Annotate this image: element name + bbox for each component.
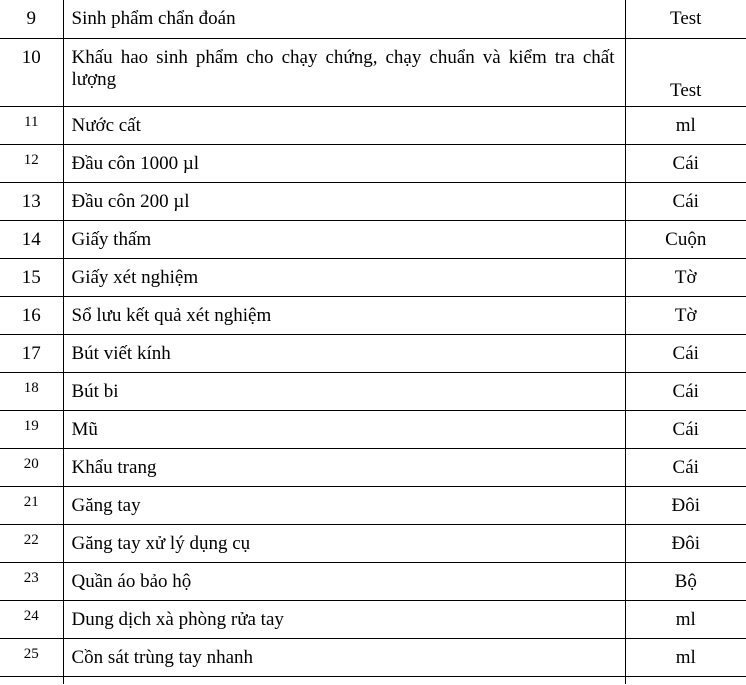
row-item: Bút bi: [63, 372, 625, 410]
row-item: Giấy xét nghiệm: [63, 258, 625, 296]
table-row: [0, 524, 746, 562]
table-row: [0, 38, 746, 106]
row-unit: Cái: [625, 372, 746, 410]
table-row: [0, 562, 746, 600]
row-item: Đầu côn 200 µl: [63, 182, 625, 220]
row-item: Dung dịch xà phòng rửa tay: [63, 600, 625, 638]
row-item: Cồn sát trùng tay nhanh: [63, 638, 625, 676]
row-number: 10: [0, 38, 63, 106]
row-unit: Cái: [625, 448, 746, 486]
row-item: Bút viết kính: [63, 334, 625, 372]
row-number: 15: [0, 258, 63, 296]
row-item: Giấy thấm: [63, 220, 625, 258]
row-unit: ml: [625, 600, 746, 638]
table-row: [0, 334, 746, 372]
row-unit: Test: [625, 0, 746, 38]
row-number: 12: [0, 144, 63, 182]
row-unit: Đôi: [625, 486, 746, 524]
row-number: 22: [0, 524, 63, 562]
row-unit: ml: [625, 106, 746, 144]
table-row: [0, 638, 746, 676]
table-row: [0, 182, 746, 220]
table-row: [0, 410, 746, 448]
table-row: [0, 448, 746, 486]
row-item-partial: [63, 676, 625, 684]
row-number: 17: [0, 334, 63, 372]
row-unit: Tờ: [625, 258, 746, 296]
row-number: 11: [0, 106, 63, 144]
row-unit: Cái: [625, 144, 746, 182]
row-number: 19: [0, 410, 63, 448]
row-item: Sổ lưu kết quả xét nghiệm: [63, 296, 625, 334]
row-unit: Test: [625, 38, 746, 106]
table-row: [0, 106, 746, 144]
row-item: Đầu côn 1000 µl: [63, 144, 625, 182]
row-number: 24: [0, 600, 63, 638]
row-number: 20: [0, 448, 63, 486]
table-row: [0, 296, 746, 334]
row-item: Găng tay xử lý dụng cụ: [63, 524, 625, 562]
row-number-partial: [0, 676, 63, 684]
table-row: [0, 486, 746, 524]
row-item: Mũ: [63, 410, 625, 448]
row-unit: Cái: [625, 182, 746, 220]
row-number: 16: [0, 296, 63, 334]
row-unit: Đôi: [625, 524, 746, 562]
row-unit: Bộ: [625, 562, 746, 600]
table-row: [0, 220, 746, 258]
row-unit: ml: [625, 638, 746, 676]
row-item: Khấu hao sinh phẩm cho chạy chứng, chạy chuẩn và kiểm tra chất lượng: [63, 38, 625, 106]
row-unit: Cái: [625, 334, 746, 372]
table-row: [0, 258, 746, 296]
table-row-partial: [0, 676, 746, 684]
row-item: Sinh phẩm chẩn đoán: [63, 0, 625, 38]
row-item: Găng tay: [63, 486, 625, 524]
row-number: 18: [0, 372, 63, 410]
row-item: Quần áo bảo hộ: [63, 562, 625, 600]
row-number: 25: [0, 638, 63, 676]
row-unit: Cuộn: [625, 220, 746, 258]
table-row: [0, 600, 746, 638]
row-item: Nước cất: [63, 106, 625, 144]
row-unit: Cái: [625, 410, 746, 448]
row-number: 13: [0, 182, 63, 220]
row-number: 23: [0, 562, 63, 600]
row-unit: Tờ: [625, 296, 746, 334]
row-number: 9: [0, 0, 63, 38]
table-row: [0, 0, 746, 38]
row-item: Khẩu trang: [63, 448, 625, 486]
row-number: 14: [0, 220, 63, 258]
row-unit-partial: [625, 676, 746, 684]
table-row: [0, 372, 746, 410]
table-row: [0, 144, 746, 182]
row-number: 21: [0, 486, 63, 524]
